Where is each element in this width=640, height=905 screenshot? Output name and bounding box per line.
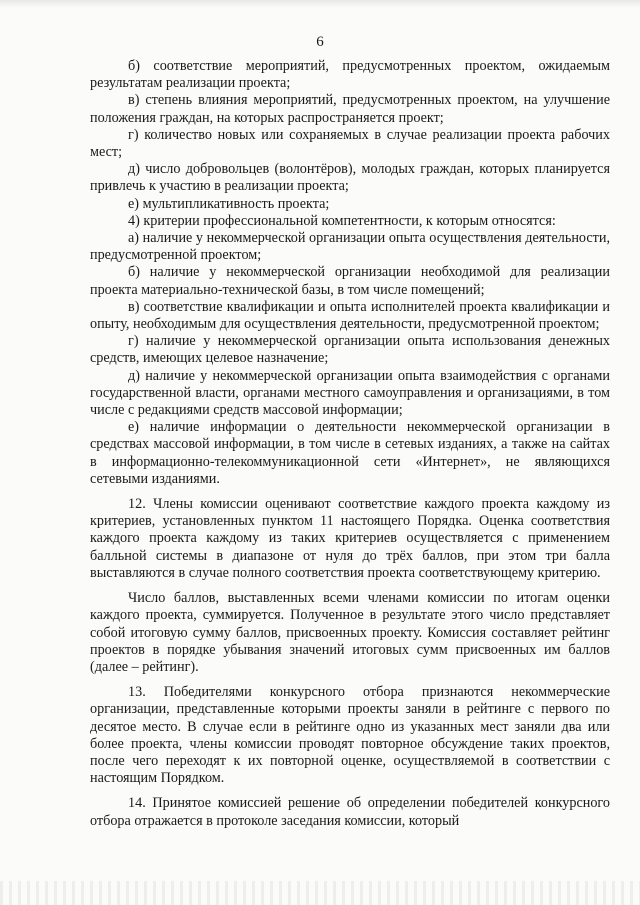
paragraph-12-scoring: Число баллов, выставленных всеми членами комиссии по итогам оценки каждого проекта, суммируется. Полученное в результате этого число представляет собой итоговую сумму баллов, присвоенных проекту. Комиссия составляет рейтинг проектов в порядке убывания значений итоговых сумм присвоенных им баллов (далее – рейтинг). [90, 590, 610, 675]
paragraph-2v: в) степень влияния мероприятий, предусмотренных проектом, на улучшение положения граждан, на которых распространяется проект; [90, 92, 610, 126]
paragraph-4g: г) наличие у некоммерческой организации опыта использования денежных средств, имеющих целевое назначение; [90, 333, 610, 367]
paragraph-12: 12. Члены комиссии оценивают соответствие каждого проекта каждому из критериев, установленных пунктом 11 настоящего Порядка. Оценка соответствия каждого проекта каждому из таких критериев осуществляется с применением балльной системы в диапазоне от нуля до трёх баллов, при этом три балла выставляются в случае полного соответствия проекта соответствующему критерию. [90, 496, 610, 581]
paragraph-2g: г) количество новых или сохраняемых в случае реализации проекта рабочих мест; [90, 126, 610, 161]
paragraph-4b: б) наличие у некоммерческой организации необходимой для реализации проекта материально-технической базы, в том числе помещений; [90, 264, 610, 298]
scan-shadow-top [0, 0, 640, 8]
paragraph-13: 13. Победителями конкурсного отбора признаются некоммерческие организации, представленные которыми проекты заняли в рейтинге с первого по десятое место. В случае если в рейтинге одно из указанных мест заняли два или более проекта, члены комиссии проводят повторное обсуждение таких проектов, после чего переходят к их повторной оценке, осуществляемой в соответствии с настоящим Порядком. [90, 684, 610, 787]
document-body [90, 58, 610, 830]
paragraph-14: 14. Принятое комиссией решение об определении победителей конкурсного отбора отражается в протоколе заседания комиссии, который [90, 795, 610, 829]
paragraph-2b: б) соответствие мероприятий, предусмотренных проектом, ожидаемым результатам реализации проекта; [90, 58, 610, 92]
paragraph-4v: в) соответствие квалификации и опыта исполнителей проекта квалификации и опыту, необходимым для осуществления деятельности, предусмотренной проектом; [90, 298, 610, 333]
paragraph-4d: д) наличие у некоммерческой организации опыта взаимодействия с органами государственной власти, органами местного самоуправления и организациями, в том числе с редакциями средств массовой информации; [90, 367, 610, 419]
paragraph-4-heading: 4) критерии профессиональной компетентности, к которым относятся: [128, 212, 556, 229]
paragraph-2e: е) мультипликативность проекта; [128, 195, 330, 212]
page-number: 6 [316, 34, 324, 50]
paragraph-4e: е) наличие информации о деятельности некоммерческой организации в средствах массовой информации, в том числе в сетевых изданиях, а также на сайтах в информационно-телекоммуникационной сети «Интернет», не являющихся сетевыми изданиями. [90, 419, 610, 487]
paragraph-2d: д) число добровольцев (волонтёров), молодых граждан, которых планируется привлечь к участию в реализации проекта; [90, 161, 610, 195]
paragraph-4a: а) наличие у некоммерческой организации опыта осуществления деятельности, предусмотренной проектом; [90, 230, 610, 264]
scan-artifact-bottom [0, 881, 640, 905]
